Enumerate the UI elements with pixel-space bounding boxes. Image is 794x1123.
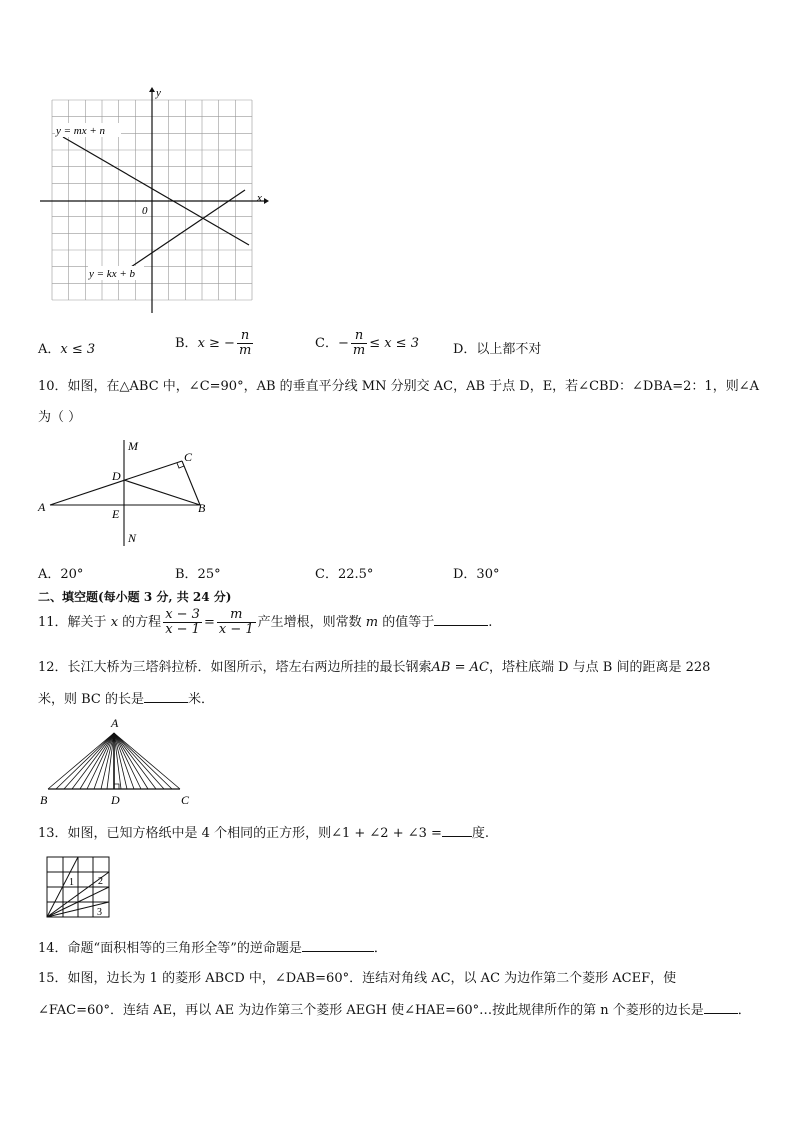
label-c: C — [184, 450, 193, 464]
frac-num: x − 3 — [165, 607, 200, 622]
q10-option-a: A．20° — [38, 567, 84, 582]
q12-text: 12．长江大桥为三塔斜拉桥．如图所示，塔左右两边所挂的最长钢索 — [38, 660, 432, 675]
frac-num: n — [237, 329, 253, 344]
q15-text: ∠FAC=60°．连结 AE，再以 AE 为边作第三个菱形 AEGH 使∠HAE=60°…按此规律所作的第 n 个菱形的边长是 — [38, 1003, 704, 1018]
label-b: B — [198, 501, 206, 515]
label-d: D — [112, 469, 121, 483]
label-c: C — [181, 793, 190, 807]
q12-equation: AB = AC — [431, 660, 489, 675]
segment-ac — [50, 461, 182, 505]
fraction — [237, 329, 253, 358]
q13-grid-figure — [44, 854, 112, 920]
fraction — [163, 608, 202, 637]
q9-option-b — [175, 329, 255, 358]
section-heading: 二、填空题(每小题 3 分, 共 24 分) — [38, 590, 232, 604]
frac-den: m — [352, 343, 366, 358]
q11-var: x — [110, 615, 119, 630]
segment-db — [124, 480, 200, 505]
q11-text: 的值等于 — [382, 615, 435, 630]
fraction — [217, 608, 256, 637]
q9-option-d — [453, 338, 541, 357]
y-axis-arrow — [149, 87, 155, 92]
q14-text: ． — [373, 941, 387, 956]
q9-option-a — [38, 338, 95, 357]
answer-blank[interactable] — [442, 824, 472, 837]
q12-line2 — [38, 688, 214, 707]
line1-label: y = mx + n — [56, 125, 106, 137]
label-a: A — [38, 500, 46, 514]
q12-text: 米． — [188, 692, 215, 707]
label-e: E — [112, 507, 120, 521]
q10-option-d: D．30° — [453, 567, 500, 582]
option-text: x ≥ − — [197, 336, 235, 351]
frac-den: m — [238, 343, 252, 358]
q12-text: ，塔柱底端 D 与点 B 间的距离是 228 — [488, 660, 711, 675]
line2-label: y = kx + b — [89, 268, 135, 280]
option-letter: C． — [315, 336, 338, 351]
segment-cb — [182, 461, 200, 505]
option-letter: B． — [175, 336, 198, 351]
angle-2-label: 2 — [98, 876, 103, 887]
q10-line1: 10．如图，在△ABC 中，∠C=90°，AB 的垂直平分线 MN 分别交 AC，AB 于点 D，E，若∠CBD：∠DBA=2：1，则∠A — [38, 379, 759, 394]
left-cables — [48, 733, 114, 789]
q10-option-c: C．22.5° — [315, 567, 374, 582]
answer-blank[interactable] — [302, 939, 374, 952]
line-kx-b — [128, 190, 245, 269]
q15-text: ． — [737, 1003, 751, 1018]
q11-line — [38, 608, 492, 637]
q12-line1 — [38, 656, 710, 675]
right-cables — [114, 733, 180, 789]
q13-text: 度. — [471, 826, 490, 841]
q10-figure — [34, 436, 224, 548]
frac-num: m — [217, 608, 256, 623]
label-b: B — [40, 793, 48, 807]
equals-sign: = — [203, 615, 215, 630]
q15-line2 — [38, 999, 751, 1018]
q9-graph — [38, 85, 270, 317]
q15-line1: 15．如图，边长为 1 的菱形 ABCD 中，∠DAB=60°．连结对角线 AC，以 AC 为边作第二个菱形 ACEF，使 — [38, 971, 677, 986]
q13-text: 13．如图，已知方格纸中是 4 个相同的正方形，则∠1 + ∠2 + ∠3 = — [38, 826, 442, 841]
label-d: D — [111, 793, 120, 807]
label-a: A — [111, 716, 119, 730]
answer-blank[interactable] — [144, 690, 188, 703]
option-text: x ≤ 3 — [60, 342, 96, 357]
label-m: M — [128, 439, 138, 453]
q11-text: 的方程 — [122, 615, 162, 630]
origin-label: 0 — [142, 205, 148, 217]
option-letter: A． — [38, 342, 61, 357]
q10-option-b: B．25° — [175, 567, 221, 582]
q10-line2: 为（ ） — [38, 410, 82, 425]
option-text: ≤ x ≤ 3 — [369, 336, 419, 351]
answer-blank[interactable] — [434, 613, 488, 626]
option-text: D．以上都不对 — [453, 342, 542, 357]
angle-1-label: 1 — [69, 877, 74, 888]
line-mx-n — [63, 137, 249, 245]
q13-line — [38, 822, 489, 841]
x-axis-label: x — [257, 192, 262, 204]
q9-option-c — [315, 329, 419, 358]
q14-text: 14．命题“面积相等的三角形全等”的逆命题是 — [38, 941, 302, 956]
label-n: N — [128, 531, 137, 545]
x-axis-arrow — [264, 198, 269, 204]
q11-text: 产生增根，则常数 — [257, 615, 362, 630]
q12-text: 米，则 BC 的长是 — [38, 692, 145, 707]
q11-text: 11．解关于 — [38, 615, 107, 630]
q14-line — [38, 937, 387, 956]
frac-den: x − 1 — [218, 622, 254, 637]
answer-blank[interactable] — [704, 1001, 738, 1014]
q12-bridge-figure — [34, 713, 199, 808]
fraction — [351, 329, 367, 358]
frac-num: n — [351, 329, 367, 344]
minus-sign: − — [337, 336, 349, 351]
q11-end: . — [488, 615, 493, 630]
frac-den: x − 1 — [165, 622, 200, 637]
y-axis-label: y — [156, 87, 161, 99]
q11-var: m — [365, 615, 379, 630]
angle-3-label: 3 — [97, 907, 102, 918]
